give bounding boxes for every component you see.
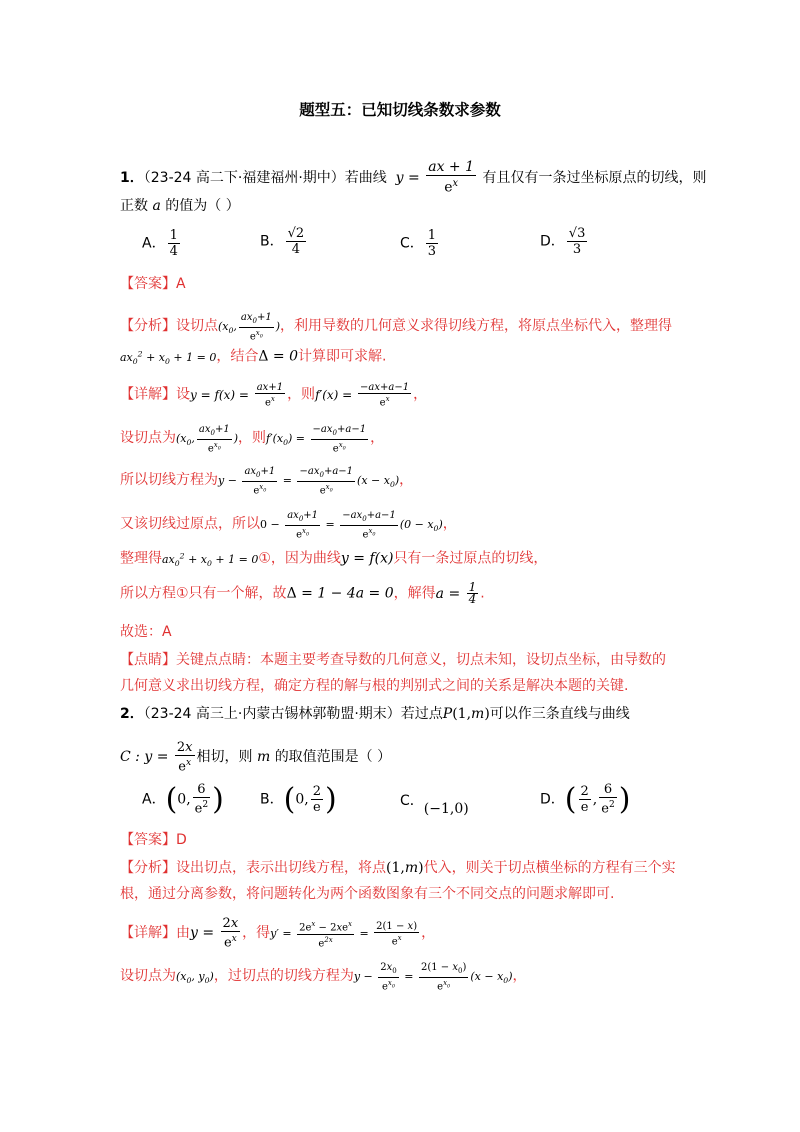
q2-detail-line2: 设切点为($x_0$, $y_0$)，过切点的切线方程为y − $\frac{2x_0}{e^{x_0}}$ = $\frac{2(1 - x_0)}{e^{x_0}}$ $(x - x_0)$， <box>120 962 527 993</box>
q2-analysis-line1: 【分析】设出切点，表示出切线方程，将点(1,m)代入，则关于切点横坐标的方程有三个实 <box>120 860 676 876</box>
q2-option-c: C．(−1,0) <box>400 793 469 817</box>
q1-option-c: C． $\frac{1}{3}$ <box>400 228 437 259</box>
q1-comment-line2: 几何意义求出切线方程，确定方程的解与根的判别式之间的关系是解决本题的关键. <box>120 678 629 694</box>
q1-stem-line2: 正数 a 的值为（ ） <box>120 198 240 214</box>
q2-stem-line1: 2．（23-24 高三上·内蒙古锡林郭勒盟·期末）若过点P(1,m)可以作三条直线与曲线 <box>120 706 630 722</box>
q1-detail-line2: 设切点为($x_0$, $\frac{ax_0+1}{e^{x_0}}$ )，则$f'(x_0)$ = $\frac{-ax_0+a-1}{e^{x_0}}$ ， <box>120 424 385 455</box>
q1-curve-formula: y = $\frac{ax + 1}{e^x}$ <box>391 159 475 196</box>
q1-detail-line1: 【详解】设y = f(x) = $\frac{ax+1}{e^x}$ ，则f′(x) = $\frac{-ax+a-1}{e^x}$ ， <box>120 382 428 409</box>
q2-number: 2． <box>120 706 144 722</box>
q1-option-d: D． $\frac{√3}{3}$ <box>540 226 586 257</box>
q2-option-d: D．( $\frac{2}{e}$ , $\frac{6}{e^2}$ ) <box>540 782 631 817</box>
q1-comment-line1: 【点睛】关键点点睛：本题主要考查导数的几何意义，切点未知，设切点坐标，由导数的 <box>120 652 666 668</box>
q1-source: （23-24 高二下·福建福州·期中） <box>143 169 345 186</box>
q2-detail-line1: 【详解】由y = $\frac{2x}{e^x}$ ，得y′ = $\frac{2e^x - 2xe^x}{e^{2x}}$ = $\frac{2(1 - x)}{e^x}$ ， <box>120 916 436 951</box>
q1-detail-line3: 所以切线方程为y − $\frac{ax_0+1}{e^{x_0}}$ = $\frac{-ax_0+a-1}{e^{x_0}}$ $(x - x_0)$， <box>120 466 414 497</box>
q2-stem-line2: C : y = $\frac{2x}{e^x}$ 相切，则 m 的取值范围是（ ） <box>120 740 392 775</box>
q1-stem-line1: 1．（23-24 高二下·福建福州·期中）若曲线 y = $\frac{ax + 1}{e^x}$ 有且仅有一条过坐标原点的切线，则 <box>120 159 707 196</box>
q2-option-b: B．(0, $\frac{2}{e}$ ) <box>260 782 337 817</box>
q1-answer: 【答案】A <box>120 276 186 292</box>
q2-source: （23-24 高三上·内蒙古锡林郭勒盟·期末） <box>143 706 401 722</box>
q1-analysis-line2: $ax_0^2 + x_0 + 1 = 0$，结合Δ = 0计算即可求解. <box>120 348 387 366</box>
q1-detail-line6: 所以方程①只有一个解，故Δ = 1 − 4a = 0，解得a = $\frac{1}{4}$ . <box>120 580 485 606</box>
q1-analysis-line1: 【分析】设切点($x_0$, $\frac{ax_0+1}{e^{x_0}}$ )，利用导数的几何意义求得切线方程，将原点坐标代入，整理得 <box>120 312 673 343</box>
q1-detail-line4: 又该切线过原点，所以0 − $\frac{ax_0+1}{e^{x_0}}$ = $\frac{-ax_0+a-1}{e^{x_0}}$ $(0 - x_0)$， <box>120 510 457 541</box>
q1-number: 1． <box>120 169 144 186</box>
q1-choose: 故选：A <box>120 624 172 640</box>
q2-option-a: A．(0, $\frac{6}{e^2}$ ) <box>142 782 224 817</box>
page-title: 题型五：已知切线条数求参数 <box>299 101 501 119</box>
q2-analysis-line2: 根，通过分离参数，将问题转化为两个函数图象有三个不同交点的问题求解即可. <box>120 886 615 902</box>
q1-option-b: B． $\frac{√2}{4}$ <box>260 226 305 257</box>
q2-answer: 【答案】D <box>120 832 187 848</box>
q1-detail-line5: 整理得$ax_0^2 + x_0 + 1$ = 0①，因为曲线y = f(x)只有一条过原点的切线， <box>120 550 548 568</box>
q1-option-a: A． $\frac{1}{4}$ <box>142 228 178 259</box>
